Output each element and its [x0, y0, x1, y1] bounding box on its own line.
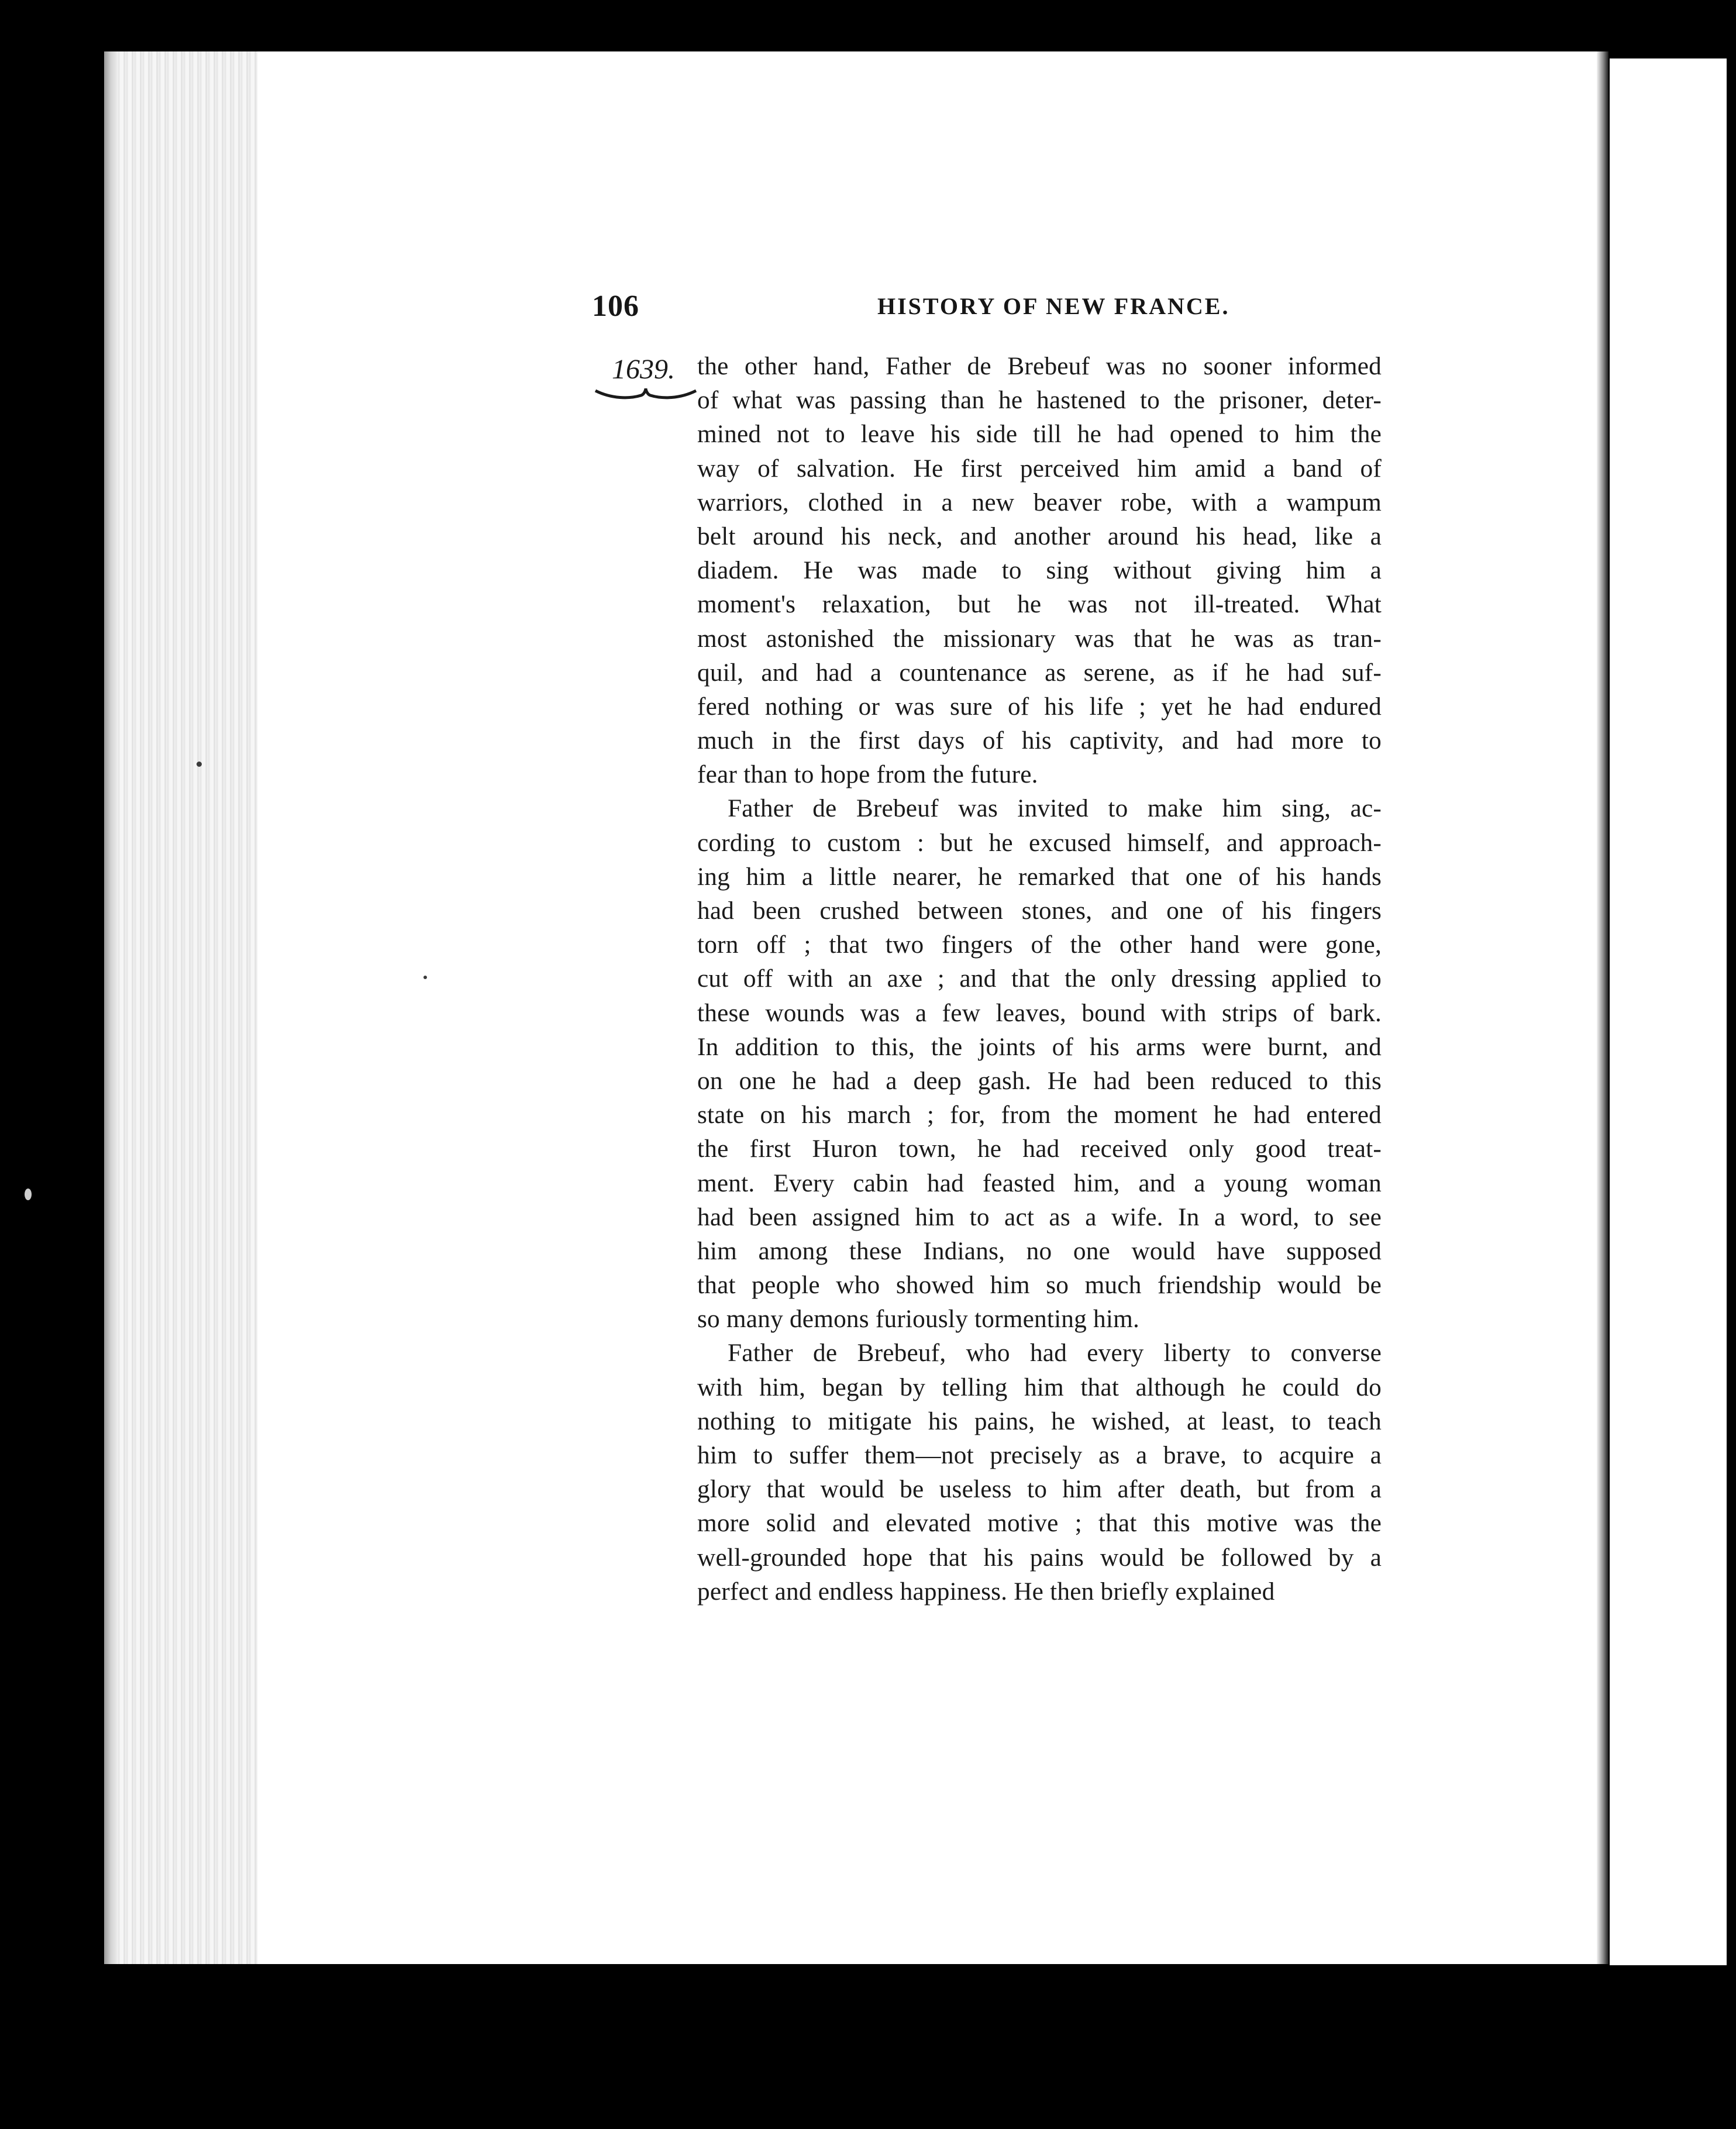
paragraph: [697, 791, 1382, 1336]
scan-speck: [197, 762, 202, 767]
text-line: nothing to mitigate his pains, he wished, at least, to teach: [697, 1407, 1382, 1435]
text-line: quil, and had a countenance as serene, as if he had suf-: [697, 658, 1382, 687]
text-line: perfect and endless happiness. He then briefly explained: [697, 1577, 1275, 1606]
text-line: the first Huron town, he had received only good treat-: [697, 1135, 1382, 1163]
page-edges: [104, 51, 257, 1964]
text-line: Father de Brebeuf was invited to make him sing, ac-: [728, 794, 1382, 823]
text-line: had been crushed between stones, and one of his fingers: [697, 897, 1382, 925]
text-line: cording to custom : but he excused himself, and approach-: [697, 828, 1382, 857]
text-line: had been assigned him to act as a wife. In a word, to see: [697, 1203, 1382, 1231]
text-line: state on his march ; for, from the moment he had entered: [697, 1101, 1382, 1129]
text-line: Father de Brebeuf, who had every liberty to converse: [728, 1339, 1382, 1367]
text-line: these wounds was a few leaves, bound with strips of bark.: [697, 998, 1382, 1027]
text-line: with him, began by telling him that although he could do: [697, 1373, 1382, 1401]
text-line: that people who showed him so much friendship would be: [697, 1271, 1382, 1300]
text-line: mined not to leave his side till he had opened to him the: [697, 420, 1382, 449]
text-line: glory that would be useless to him after death, but from a: [697, 1475, 1382, 1504]
text-line: him to suffer them—not precisely as a brave, to acquire a: [697, 1441, 1382, 1469]
text-line: the other hand, Father de Brebeuf was no sooner informed: [697, 352, 1382, 380]
facing-page: [1610, 58, 1727, 1965]
margin-brace-icon: [594, 386, 697, 407]
text-line: well-grounded hope that his pains would be followed by a: [697, 1543, 1382, 1572]
text-line: torn off ; that two fingers of the other hand were gone,: [697, 931, 1382, 959]
text-line: more solid and elevated motive ; that this motive was the: [697, 1509, 1382, 1538]
body-text: [697, 349, 1382, 1608]
text-line: of what was passing than he hastened to the prisoner, deter-: [697, 386, 1382, 415]
text-line: on one he had a deep gash. He had been reduced to this: [697, 1066, 1382, 1095]
text-line: so many demons furiously tormenting him.: [697, 1305, 1140, 1334]
margin-year: 1639.: [612, 354, 675, 385]
book-gutter: [1597, 51, 1608, 1964]
text-line: most astonished the missionary was that he was as tran-: [697, 624, 1382, 653]
text-line: ment. Every cabin had feasted him, and a young woman: [697, 1169, 1382, 1197]
text-line: cut off with an axe ; and that the only dressing applied to: [697, 964, 1382, 993]
text-line: fear than to hope from the future.: [697, 760, 1038, 789]
text-line: diadem. He was made to sing without giving him a: [697, 556, 1382, 585]
paragraph: [697, 349, 1382, 791]
text-line: belt around his neck, and another around his head, like a: [697, 522, 1382, 550]
paragraph: [697, 1336, 1382, 1608]
text-line: fered nothing or was sure of his life ; yet he had endured: [697, 692, 1382, 721]
text-line: moment's relaxation, but he was not ill-treated. What: [697, 590, 1382, 619]
scan-speck: [25, 1188, 32, 1200]
page-number: 106: [592, 290, 639, 323]
text-line: much in the first days of his captivity, and had more to: [697, 726, 1382, 755]
running-title: HISTORY OF NEW FRANCE.: [877, 293, 1230, 319]
text-line: warriors, clothed in a new beaver robe, with a wampum: [697, 488, 1382, 516]
text-line: him among these Indians, no one would have supposed: [697, 1236, 1382, 1265]
text-line: way of salvation. He first perceived him amid a band of: [697, 454, 1382, 483]
text-line: In addition to this, the joints of his arms were burnt, and: [697, 1032, 1382, 1061]
book-edge-shadow: [104, 51, 117, 1964]
scan-speck: [423, 976, 427, 979]
text-line: ing him a little nearer, he remarked that one of his hands: [697, 862, 1382, 891]
